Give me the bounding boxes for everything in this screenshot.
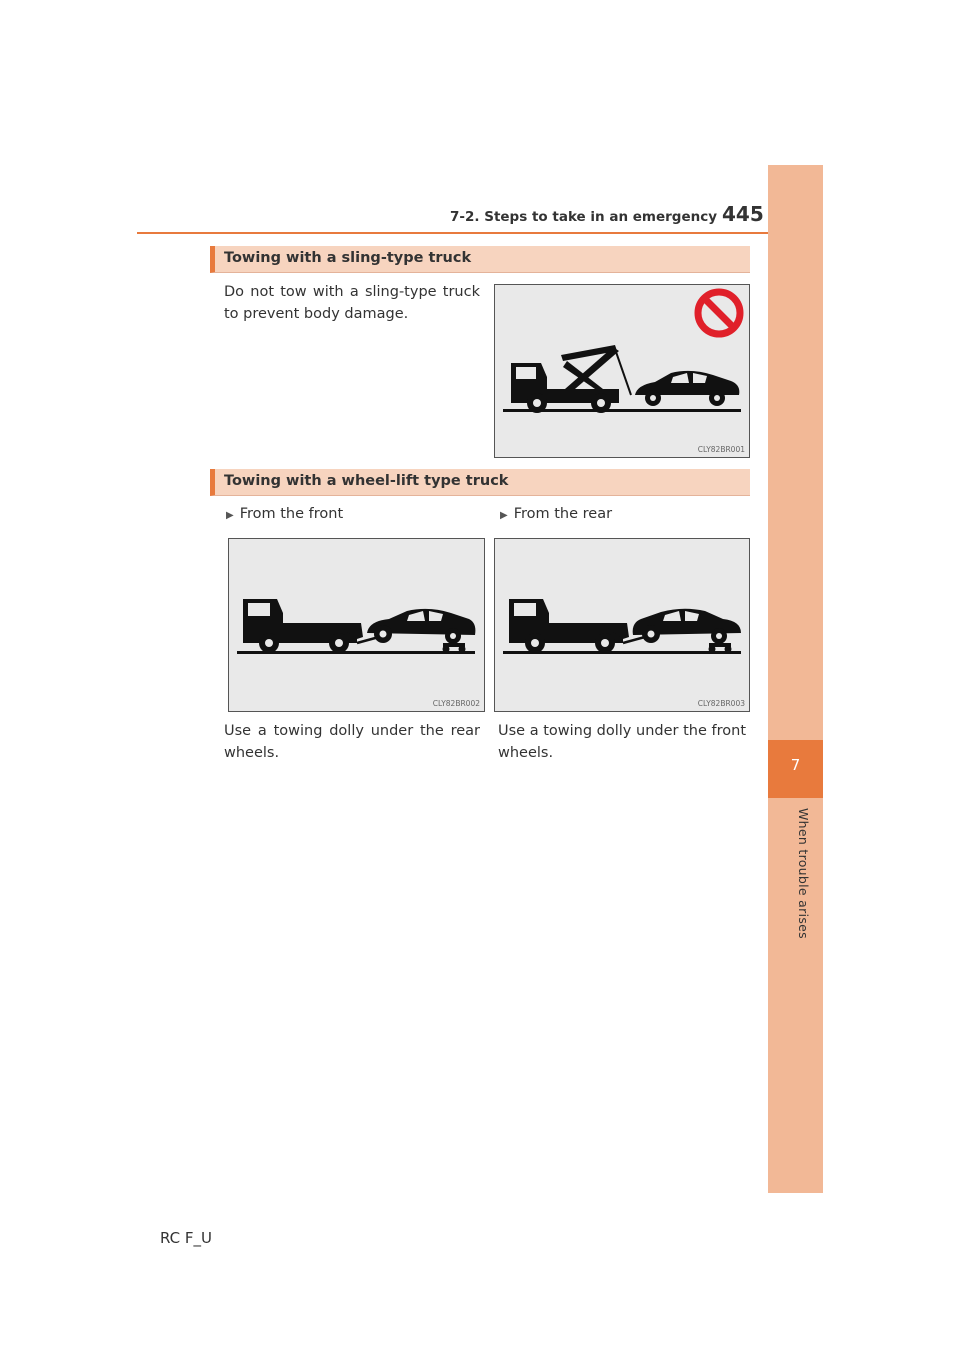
front-tow-caption: Use a towing dolly under the rear wheels.: [224, 723, 480, 761]
triangle-bullet-icon: ▶: [500, 510, 508, 521]
chapter-header: 7-2. Steps to take in an emergency: [450, 209, 718, 225]
sling-truck-illustration: [495, 285, 749, 457]
figure-code: CLY82BR001: [697, 445, 745, 454]
from-front-label: ▶ From the front: [226, 506, 344, 522]
side-tab: [768, 165, 823, 1193]
section-heading-wheel-lift: [210, 469, 750, 496]
model-code: RC F_U: [160, 1229, 213, 1247]
section-heading-text: Towing with a wheel-lift type truck: [224, 473, 509, 489]
section-heading-text: Towing with a sling-type truck: [224, 250, 472, 266]
prohibited-icon: [698, 292, 740, 334]
sling-truck-figure: [494, 284, 750, 458]
figure-code: CLY82BR002: [432, 699, 480, 708]
section-heading-sling: [210, 246, 750, 273]
page-number: 445: [722, 202, 764, 226]
figure-code: CLY82BR003: [697, 699, 745, 708]
wheel-lift-rear-figure: [494, 538, 750, 712]
rear-tow-caption: Use a towing dolly under the front wheels.: [498, 723, 746, 761]
wheel-lift-front-figure: [228, 538, 485, 712]
chapter-label: When trouble arises: [796, 808, 811, 939]
triangle-bullet-icon: ▶: [226, 510, 234, 521]
wheel-lift-front-illustration: [229, 539, 484, 711]
chapter-number: 7: [790, 756, 801, 774]
wheel-lift-rear-illustration: [495, 539, 749, 711]
from-rear-label: ▶ From the rear: [500, 506, 613, 522]
sling-warning-text: Do not tow with a sling-type truck to prevent body damage.: [224, 284, 480, 322]
header-rule: [137, 232, 822, 234]
